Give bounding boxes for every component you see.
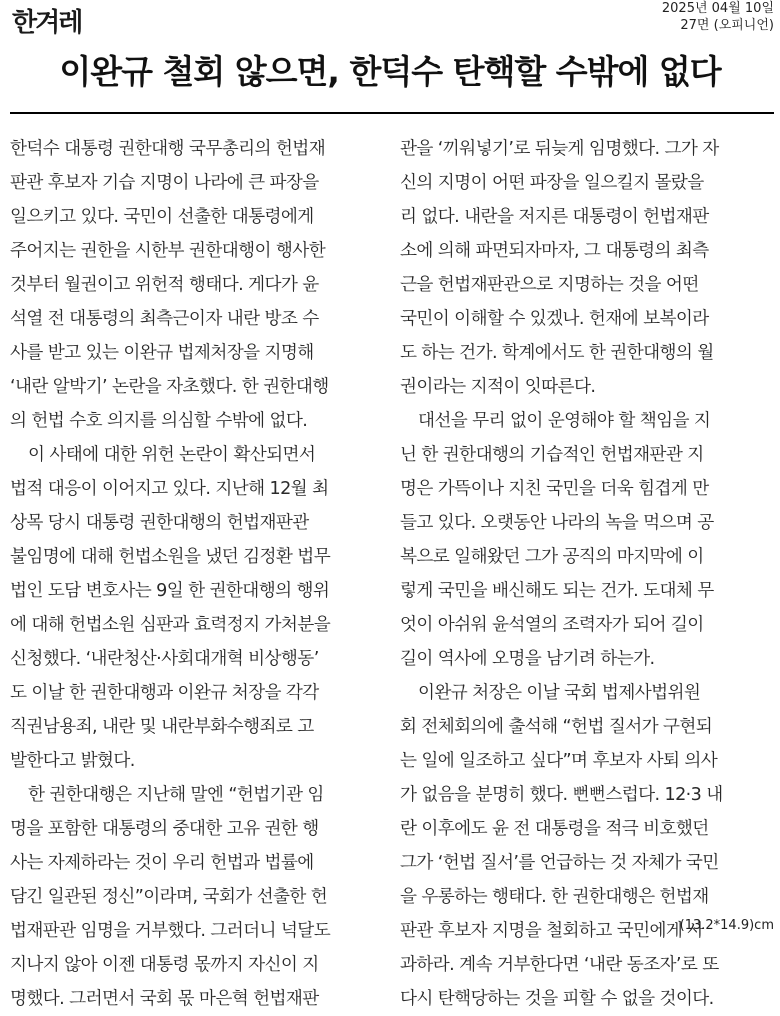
article-line: 근을 헌법재판관으로 지명하는 것을 어떤: [400, 275, 699, 295]
article-line: 것부터 월권이고 위헌적 행태다. 게다가 윤: [10, 275, 319, 295]
headline-divider: [10, 112, 774, 114]
article-line: 대선을 무리 없이 운영해야 할 책임을 지: [418, 411, 711, 431]
article-line: 란 이후에도 윤 전 대통령을 적극 비호했던: [400, 819, 709, 839]
article-line: 사를 받고 있는 이완규 법제처장을 지명해: [10, 343, 314, 363]
article-line: 담긴 일관된 정신”이라며, 국회가 선출한 헌: [10, 887, 328, 907]
article-line: 명을 포함한 대통령의 중대한 고유 권한 행: [10, 819, 319, 839]
article-line: 관을 ‘끼워넣기’로 뒤늦게 임명했다. 그가 자: [400, 139, 719, 159]
publication-date: 2025년 04월 10일: [661, 1, 774, 16]
article-line: 복으로 일해왔던 그가 공직의 마지막에 이: [400, 547, 704, 567]
article-line: 는 일에 일조하고 싶다”며 후보자 사퇴 의사: [400, 751, 718, 771]
article-line: 주어지는 권한을 시한부 권한대행이 행사한: [10, 241, 326, 261]
article-line: 리 없다. 내란을 저지른 대통령이 헌법재판: [400, 207, 709, 227]
article-line: 신의 지명이 어떤 파장을 일으킬지 몰랐을: [400, 173, 704, 193]
publication-meta: [662, 0, 774, 34]
article-line: 도 하는 건가. 학계에서도 한 권한대행의 월: [400, 343, 714, 363]
article-column-left: [10, 132, 378, 1016]
article-line: 렇게 국민을 배신해도 되는 건가. 도대체 무: [400, 581, 714, 601]
headline: 이완규 철회 않으면, 한덕수 탄핵할 수밖에 없다: [59, 52, 721, 91]
article-line: 닌 한 권한대행의 기습적인 헌법재판관 지: [400, 445, 704, 465]
article-line: 사는 자제하라는 것이 우리 헌법과 법률에: [10, 853, 314, 873]
article-line: 법재판관 임명을 거부했다. 그러더니 넉달도: [10, 921, 331, 941]
article-line: 들고 있다. 오랫동안 나라의 녹을 먹으며 공: [400, 513, 714, 533]
page-section: 27면 (오피니언): [680, 18, 774, 33]
article-line: 상목 당시 대통령 권한대행의 헌법재판관: [10, 513, 309, 533]
newspaper-logo: 한겨레: [12, 8, 82, 38]
article-line: 소에 의해 파면되자마자, 그 대통령의 최측: [400, 241, 709, 261]
article-line: 을 우롱하는 행태다. 한 권한대행은 헌법재: [400, 887, 709, 907]
article-line: ‘내란 알박기’ 논란을 자초했다. 한 권한대행: [10, 377, 329, 397]
article-line: 그가 ‘헌법 질서’를 언급하는 것 자체가 국민: [400, 853, 719, 873]
article-line: 과하라. 계속 거부한다면 ‘내란 동조자’로 또: [400, 955, 719, 975]
article-line: 길이 역사에 오명을 남기려 하는가.: [400, 649, 655, 669]
article-line: 명은 가뜩이나 지친 국민을 더욱 힘겹게 만: [400, 479, 709, 499]
article-line: 신청했다. ‘내란청산·사회대개혁 비상행동’: [10, 649, 319, 669]
article-line: 일으키고 있다. 국민이 선출한 대통령에게: [10, 207, 314, 227]
article-line: 다시 탄핵당하는 것을 피할 수 없을 것이다.: [400, 989, 714, 1009]
article-line: 국민이 이해할 수 있겠나. 헌재에 보복이라: [400, 309, 709, 329]
article-line: 판관 후보자 기습 지명이 나라에 큰 파장을: [10, 173, 319, 193]
article-line: 지나지 않아 이젠 대통령 몫까지 자신이 지: [10, 955, 319, 975]
article-line: 도 이날 한 권한대행과 이완규 처장을 각각: [10, 683, 319, 703]
article-line: 이완규 처장은 이날 국회 법제사법위원: [418, 683, 701, 703]
article-line: 에 대해 헌법소원 심판과 효력정지 가처분을: [10, 615, 331, 635]
clipping-size: (13.2*14.9)cm: [679, 918, 774, 933]
article-line: 이 사태에 대한 위헌 논란이 확산되면서: [28, 445, 316, 465]
article-line: 직권남용죄, 내란 및 내란부화수행죄로 고: [10, 717, 314, 737]
article-line: 한덕수 대통령 권한대행 국무총리의 헌법재: [10, 139, 326, 159]
article-line: 회 전체회의에 출석해 “헌법 질서가 구현되: [400, 717, 713, 737]
article-line: 명했다. 그러면서 국회 몫 마은혁 헌법재판: [10, 989, 319, 1009]
article-line: 권이라는 지적이 잇따른다.: [400, 377, 596, 397]
article-line: 발한다고 밝혔다.: [10, 751, 135, 771]
article-line: 법적 대응이 이어지고 있다. 지난해 12월 최: [10, 479, 329, 499]
article-line: 의 헌법 수호 의지를 의심할 수밖에 없다.: [10, 411, 308, 431]
article-line: 법인 도담 변호사는 9일 한 권한대행의 행위: [10, 581, 330, 601]
article-line: 가 없음을 분명히 했다. 뻔뻔스럽다. 12·3 내: [400, 785, 723, 805]
article-line: 불임명에 대해 헌법소원을 냈던 김정환 법무: [10, 547, 331, 567]
article-line: 한 권한대행은 지난해 말엔 “헌법기관 임: [28, 785, 324, 805]
article-line: 엇이 아쉬워 윤석열의 조력자가 되어 길이: [400, 615, 704, 635]
article-line: 판관 후보자 지명을 철회하고 국민에게 사: [400, 921, 704, 941]
article-line: 석열 전 대통령의 최측근이자 내란 방조 수: [10, 309, 319, 329]
article-column-right: [400, 132, 772, 1016]
